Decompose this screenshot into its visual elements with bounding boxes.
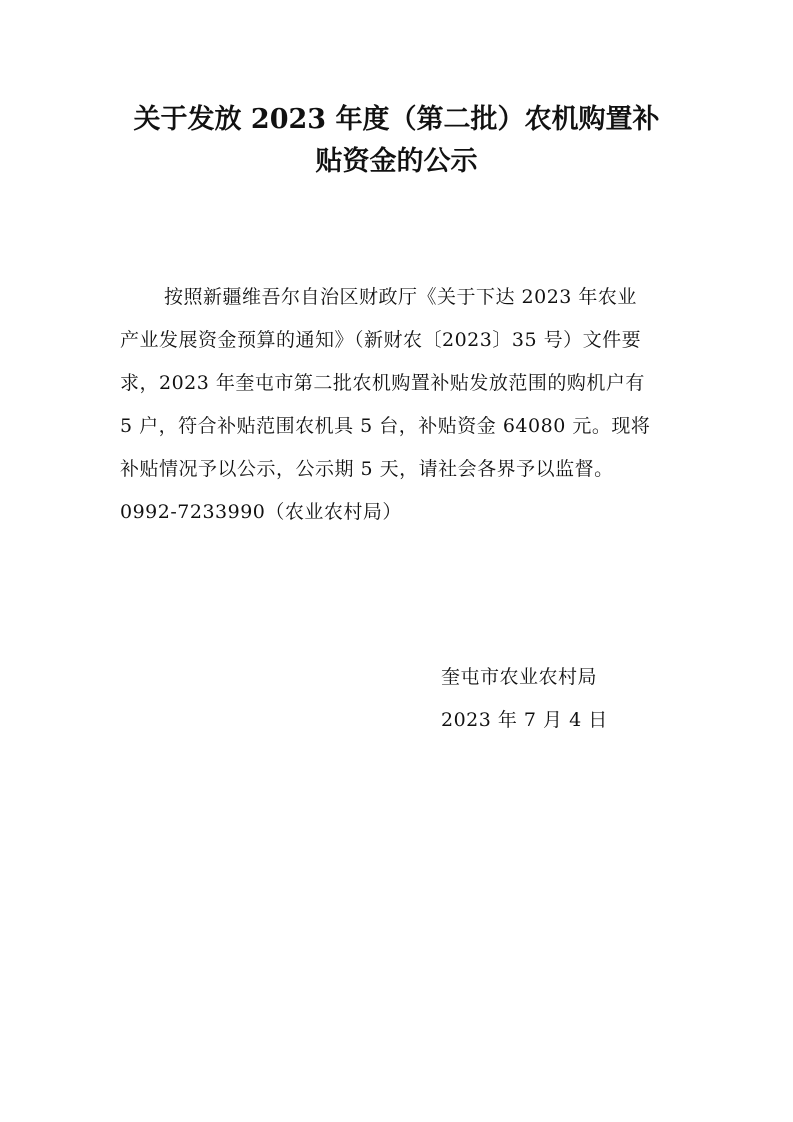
body-line: 补贴情况予以公示，公示期 5 天，请社会各界予以监督。 bbox=[120, 458, 614, 480]
body-line: 5 户，符合补贴范围农机具 5 台，补贴资金 64080 元。现将 bbox=[120, 415, 651, 437]
document-title-line-2: 贴资金的公示 bbox=[315, 146, 478, 177]
document-title-line-1: 关于发放 2023 年度（第二批）农机购置补 bbox=[133, 104, 660, 135]
signature-date: 2023 年 7 月 4 日 bbox=[441, 709, 608, 731]
body-line: 按照新疆维吾尔自治区财政厅《关于下达 2023 年农业 bbox=[164, 286, 637, 308]
body-line: 产业发展资金预算的通知》（新财农〔2023〕35 号）文件要 bbox=[120, 329, 642, 351]
contact-phone-line: 0992-7233990（农业农村局） bbox=[120, 501, 402, 523]
signature-organization: 奎屯市农业农村局 bbox=[441, 666, 598, 688]
body-line: 求，2023 年奎屯市第二批农机购置补贴发放范围的购机户有 bbox=[120, 372, 645, 394]
